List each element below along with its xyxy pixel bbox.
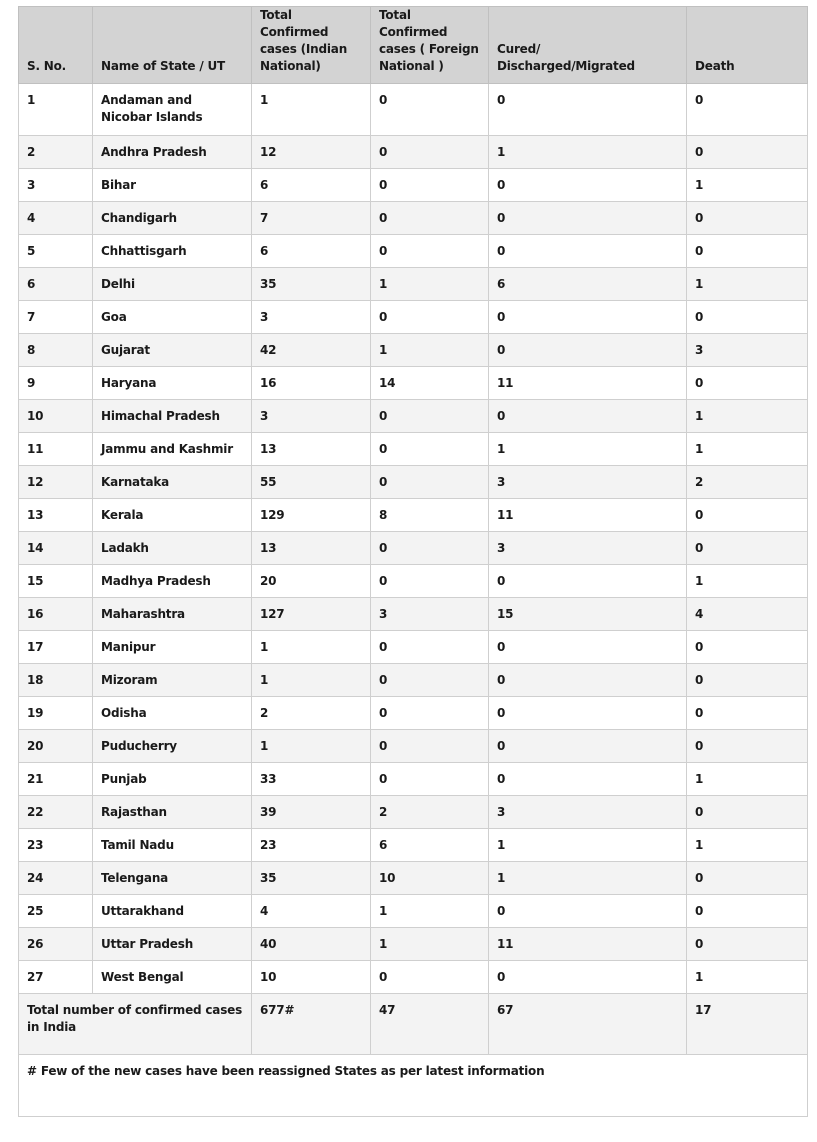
header-row xyxy=(19,7,808,84)
table-row xyxy=(19,961,808,994)
cell-confirmed-foreign: 0 xyxy=(371,235,489,268)
cell-confirmed-indian: 1 xyxy=(252,631,371,664)
table-row xyxy=(19,895,808,928)
table-row xyxy=(19,301,808,334)
cell-s-no: 4 xyxy=(19,202,93,235)
cell-confirmed-foreign: 1 xyxy=(371,895,489,928)
cell-state-name: Ladakh xyxy=(93,532,252,565)
cell-state-name: Himachal Pradesh xyxy=(93,400,252,433)
cell-death: 0 xyxy=(687,367,808,400)
cell-state-name: Bihar xyxy=(93,169,252,202)
cell-state-name: Chandigarh xyxy=(93,202,252,235)
cell-state-name: Karnataka xyxy=(93,466,252,499)
cell-s-no: 17 xyxy=(19,631,93,664)
cell-cured: 0 xyxy=(489,84,687,136)
cell-confirmed-foreign: 1 xyxy=(371,268,489,301)
cell-state-name: West Bengal xyxy=(93,961,252,994)
cell-cured: 0 xyxy=(489,235,687,268)
cell-death: 1 xyxy=(687,169,808,202)
cell-confirmed-foreign: 1 xyxy=(371,928,489,961)
table-row xyxy=(19,433,808,466)
table-row xyxy=(19,697,808,730)
cell-confirmed-indian: 33 xyxy=(252,763,371,796)
cell-death: 0 xyxy=(687,697,808,730)
cell-cured: 0 xyxy=(489,169,687,202)
cell-s-no: 25 xyxy=(19,895,93,928)
table-row xyxy=(19,796,808,829)
cell-s-no: 7 xyxy=(19,301,93,334)
cell-s-no: 20 xyxy=(19,730,93,763)
table-row xyxy=(19,499,808,532)
cell-s-no: 2 xyxy=(19,136,93,169)
cell-s-no: 15 xyxy=(19,565,93,598)
cell-confirmed-foreign: 0 xyxy=(371,433,489,466)
header-s-no: S. No. xyxy=(19,7,93,84)
cell-state-name: Manipur xyxy=(93,631,252,664)
cell-confirmed-foreign: 0 xyxy=(371,565,489,598)
cell-state-name: Gujarat xyxy=(93,334,252,367)
cell-confirmed-indian: 13 xyxy=(252,532,371,565)
cell-confirmed-indian: 7 xyxy=(252,202,371,235)
cell-state-name: Telengana xyxy=(93,862,252,895)
cell-state-name: Odisha xyxy=(93,697,252,730)
cell-cured: 0 xyxy=(489,334,687,367)
cell-s-no: 10 xyxy=(19,400,93,433)
cell-state-name: Goa xyxy=(93,301,252,334)
cell-confirmed-indian: 20 xyxy=(252,565,371,598)
table-row xyxy=(19,532,808,565)
cell-cured: 3 xyxy=(489,466,687,499)
cell-death: 0 xyxy=(687,631,808,664)
cell-s-no: 9 xyxy=(19,367,93,400)
covid-cases-table xyxy=(18,6,808,1117)
table-row xyxy=(19,763,808,796)
cell-state-name: Mizoram xyxy=(93,664,252,697)
cell-state-name: Haryana xyxy=(93,367,252,400)
cell-confirmed-indian: 12 xyxy=(252,136,371,169)
table-body xyxy=(19,84,808,994)
table-row xyxy=(19,598,808,631)
total-cured: 67 xyxy=(489,994,687,1055)
cell-confirmed-indian: 35 xyxy=(252,268,371,301)
cell-death: 0 xyxy=(687,895,808,928)
cell-confirmed-foreign: 0 xyxy=(371,631,489,664)
cell-confirmed-indian: 129 xyxy=(252,499,371,532)
cell-death: 0 xyxy=(687,730,808,763)
cell-confirmed-foreign: 8 xyxy=(371,499,489,532)
cell-s-no: 11 xyxy=(19,433,93,466)
total-indian: 677# xyxy=(252,994,371,1055)
cell-s-no: 8 xyxy=(19,334,93,367)
cell-s-no: 21 xyxy=(19,763,93,796)
cell-death: 0 xyxy=(687,664,808,697)
table-row xyxy=(19,334,808,367)
cell-s-no: 6 xyxy=(19,268,93,301)
cell-confirmed-foreign: 3 xyxy=(371,598,489,631)
cell-confirmed-foreign: 0 xyxy=(371,961,489,994)
cell-cured: 3 xyxy=(489,796,687,829)
total-foreign: 47 xyxy=(371,994,489,1055)
cell-confirmed-foreign: 0 xyxy=(371,84,489,136)
cell-confirmed-indian: 16 xyxy=(252,367,371,400)
cell-cured: 0 xyxy=(489,631,687,664)
cell-death: 0 xyxy=(687,499,808,532)
cell-cured: 0 xyxy=(489,202,687,235)
cell-confirmed-indian: 10 xyxy=(252,961,371,994)
cell-cured: 0 xyxy=(489,961,687,994)
table-row xyxy=(19,862,808,895)
footnote-text: # Few of the new cases have been reassigned States as per latest information xyxy=(19,1055,808,1117)
cell-confirmed-foreign: 14 xyxy=(371,367,489,400)
cell-s-no: 26 xyxy=(19,928,93,961)
cell-death: 2 xyxy=(687,466,808,499)
cell-cured: 0 xyxy=(489,400,687,433)
cell-confirmed-foreign: 0 xyxy=(371,466,489,499)
cell-death: 3 xyxy=(687,334,808,367)
cell-cured: 0 xyxy=(489,763,687,796)
cell-state-name: Andhra Pradesh xyxy=(93,136,252,169)
cell-confirmed-indian: 3 xyxy=(252,400,371,433)
cell-s-no: 27 xyxy=(19,961,93,994)
cell-state-name: Chhattisgarh xyxy=(93,235,252,268)
cell-s-no: 19 xyxy=(19,697,93,730)
cell-s-no: 18 xyxy=(19,664,93,697)
table-row xyxy=(19,829,808,862)
cell-death: 0 xyxy=(687,136,808,169)
cell-confirmed-indian: 1 xyxy=(252,664,371,697)
cell-cured: 0 xyxy=(489,730,687,763)
cell-state-name: Uttarakhand xyxy=(93,895,252,928)
cell-cured: 0 xyxy=(489,664,687,697)
table-row xyxy=(19,664,808,697)
cell-confirmed-foreign: 0 xyxy=(371,532,489,565)
cell-cured: 0 xyxy=(489,301,687,334)
cell-confirmed-foreign: 0 xyxy=(371,730,489,763)
cell-state-name: Kerala xyxy=(93,499,252,532)
header-death: Death xyxy=(687,7,808,84)
cell-s-no: 16 xyxy=(19,598,93,631)
cell-cured: 11 xyxy=(489,928,687,961)
cell-s-no: 3 xyxy=(19,169,93,202)
cell-state-name: Jammu and Kashmir xyxy=(93,433,252,466)
table-row xyxy=(19,169,808,202)
cell-cured: 3 xyxy=(489,532,687,565)
cell-state-name: Uttar Pradesh xyxy=(93,928,252,961)
cell-confirmed-foreign: 0 xyxy=(371,763,489,796)
cell-death: 0 xyxy=(687,202,808,235)
cell-death: 1 xyxy=(687,961,808,994)
cell-death: 0 xyxy=(687,84,808,136)
table-row xyxy=(19,400,808,433)
cell-confirmed-foreign: 0 xyxy=(371,301,489,334)
table-row xyxy=(19,466,808,499)
cell-confirmed-foreign: 0 xyxy=(371,400,489,433)
header-confirmed-foreign: Total Confirmed cases ( Foreign National ) xyxy=(371,7,489,84)
header-state-name: Name of State / UT xyxy=(93,7,252,84)
table-row xyxy=(19,928,808,961)
total-death: 17 xyxy=(687,994,808,1055)
cell-confirmed-foreign: 0 xyxy=(371,202,489,235)
cell-cured: 15 xyxy=(489,598,687,631)
cell-death: 0 xyxy=(687,928,808,961)
cell-cured: 1 xyxy=(489,433,687,466)
cell-state-name: Andaman and Nicobar Islands xyxy=(93,84,252,136)
cell-confirmed-indian: 55 xyxy=(252,466,371,499)
cell-s-no: 14 xyxy=(19,532,93,565)
cell-s-no: 23 xyxy=(19,829,93,862)
cell-state-name: Rajasthan xyxy=(93,796,252,829)
cell-death: 1 xyxy=(687,829,808,862)
cell-state-name: Punjab xyxy=(93,763,252,796)
cell-confirmed-foreign: 0 xyxy=(371,136,489,169)
cell-confirmed-indian: 23 xyxy=(252,829,371,862)
cell-state-name: Delhi xyxy=(93,268,252,301)
cell-confirmed-indian: 13 xyxy=(252,433,371,466)
cell-death: 0 xyxy=(687,235,808,268)
cell-confirmed-indian: 6 xyxy=(252,169,371,202)
cell-death: 0 xyxy=(687,301,808,334)
cell-cured: 0 xyxy=(489,895,687,928)
table-row xyxy=(19,136,808,169)
table-row xyxy=(19,202,808,235)
cell-confirmed-foreign: 10 xyxy=(371,862,489,895)
cell-death: 1 xyxy=(687,565,808,598)
cell-s-no: 12 xyxy=(19,466,93,499)
cell-confirmed-indian: 2 xyxy=(252,697,371,730)
cell-confirmed-indian: 127 xyxy=(252,598,371,631)
total-row xyxy=(19,994,808,1055)
table-row xyxy=(19,730,808,763)
cell-death: 1 xyxy=(687,433,808,466)
table-row xyxy=(19,84,808,136)
cell-confirmed-indian: 6 xyxy=(252,235,371,268)
cell-death: 0 xyxy=(687,532,808,565)
cell-death: 0 xyxy=(687,796,808,829)
table-row xyxy=(19,268,808,301)
header-confirmed-indian: Total Confirmed cases (Indian National) xyxy=(252,7,371,84)
cell-state-name: Tamil Nadu xyxy=(93,829,252,862)
table-row xyxy=(19,565,808,598)
header-cured: Cured/ Discharged/Migrated xyxy=(489,7,687,84)
cell-confirmed-indian: 1 xyxy=(252,84,371,136)
cell-death: 0 xyxy=(687,862,808,895)
cell-state-name: Puducherry xyxy=(93,730,252,763)
cell-s-no: 1 xyxy=(19,84,93,136)
cell-state-name: Madhya Pradesh xyxy=(93,565,252,598)
cell-confirmed-indian: 40 xyxy=(252,928,371,961)
total-label: Total number of confirmed cases in India xyxy=(19,994,252,1055)
cell-death: 1 xyxy=(687,400,808,433)
cell-confirmed-indian: 4 xyxy=(252,895,371,928)
cell-cured: 1 xyxy=(489,862,687,895)
cell-cured: 6 xyxy=(489,268,687,301)
cell-s-no: 5 xyxy=(19,235,93,268)
cell-confirmed-foreign: 0 xyxy=(371,664,489,697)
cell-confirmed-indian: 35 xyxy=(252,862,371,895)
cell-confirmed-foreign: 2 xyxy=(371,796,489,829)
cell-confirmed-indian: 39 xyxy=(252,796,371,829)
cell-cured: 1 xyxy=(489,829,687,862)
cell-s-no: 13 xyxy=(19,499,93,532)
cell-cured: 11 xyxy=(489,367,687,400)
cell-s-no: 22 xyxy=(19,796,93,829)
cell-death: 4 xyxy=(687,598,808,631)
cell-death: 1 xyxy=(687,268,808,301)
cell-cured: 0 xyxy=(489,565,687,598)
cell-confirmed-indian: 1 xyxy=(252,730,371,763)
table-row xyxy=(19,631,808,664)
cell-confirmed-foreign: 6 xyxy=(371,829,489,862)
cell-confirmed-indian: 3 xyxy=(252,301,371,334)
cell-cured: 0 xyxy=(489,697,687,730)
cell-death: 1 xyxy=(687,763,808,796)
cell-state-name: Maharashtra xyxy=(93,598,252,631)
cell-cured: 1 xyxy=(489,136,687,169)
cell-confirmed-foreign: 0 xyxy=(371,697,489,730)
cell-cured: 11 xyxy=(489,499,687,532)
cell-confirmed-foreign: 1 xyxy=(371,334,489,367)
cell-confirmed-indian: 42 xyxy=(252,334,371,367)
cell-confirmed-foreign: 0 xyxy=(371,169,489,202)
footnote-row xyxy=(19,1055,808,1117)
cell-s-no: 24 xyxy=(19,862,93,895)
table-row xyxy=(19,235,808,268)
table-row xyxy=(19,367,808,400)
